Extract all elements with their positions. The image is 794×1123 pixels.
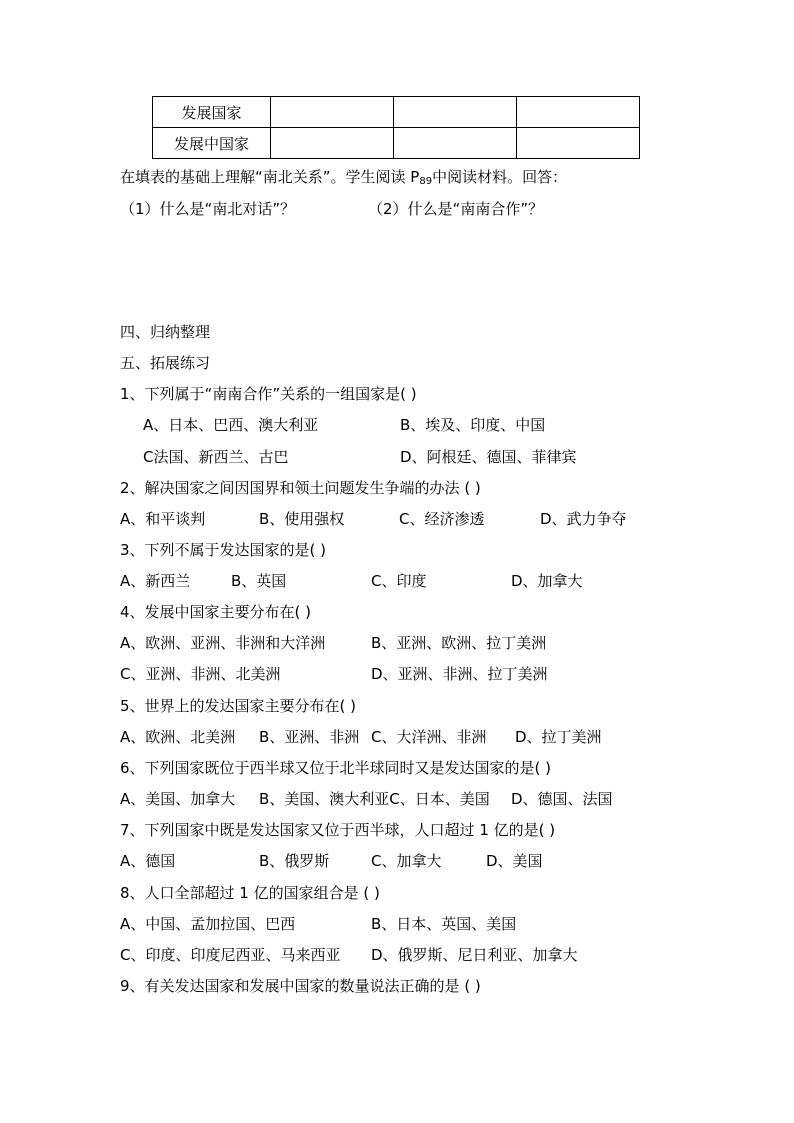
option-d: D、武力争夺	[540, 510, 627, 528]
question-stem: 3、下列不属于发达国家的是( )	[120, 541, 327, 559]
intro-instruction	[120, 167, 567, 192]
fill-in-table	[152, 96, 640, 159]
option-a: A、新西兰	[120, 572, 191, 590]
question-stem: 7、下列国家中既是发达国家又位于西半球，人口超过 1 亿的是( )	[120, 821, 556, 839]
option-b: B、英国	[231, 572, 287, 590]
table-cell	[271, 128, 394, 159]
option-a: A、欧洲、亚洲、非洲和大洋洲	[120, 634, 326, 652]
question-nannan-cooperation: （2）什么是“南南合作”？	[368, 200, 544, 218]
option-b-c: B、美国、澳大利亚C、日本、美国	[259, 790, 490, 808]
option-d: D、德国、法国	[511, 790, 613, 808]
option-a: A、和平谈判	[120, 510, 206, 528]
table-cell	[517, 128, 640, 159]
question-stem: 1、下列属于“南南合作”关系的一组国家是( )	[120, 385, 417, 403]
table-row	[153, 128, 640, 159]
question-stem: 2、解决国家之间因国界和领土问题发生争端的办法 ( )	[120, 479, 481, 497]
question-stem: 5、世界上的发达国家主要分布在( )	[120, 697, 357, 715]
option-c: C、经济渗透	[399, 510, 485, 528]
question-nanbei-dialogue: （1）什么是“南北对话”？	[120, 200, 296, 218]
question-stem: 4、发展中国家主要分布在( )	[120, 603, 312, 621]
option-c: C法国、新西兰、古巴	[143, 448, 289, 466]
option-b: B、使用强权	[259, 510, 345, 528]
option-d: D、拉丁美洲	[515, 728, 602, 746]
option-c: C、印度	[371, 572, 427, 590]
option-d: D、亚洲、非洲、拉丁美洲	[371, 665, 548, 683]
option-c: C、亚洲、非洲、北美洲	[120, 665, 281, 683]
page-number-subscript: 89	[419, 176, 433, 187]
option-b: B、埃及、印度、中国	[400, 416, 546, 434]
option-a: A、德国	[120, 852, 176, 870]
table-cell	[517, 97, 640, 128]
option-d: D、美国	[486, 852, 543, 870]
option-d: D、加拿大	[511, 572, 583, 590]
option-b: B、亚洲、非洲	[259, 728, 360, 746]
option-a: A、日本、巴西、澳大利亚	[143, 416, 319, 434]
table-cell	[394, 97, 517, 128]
question-stem: 8、人口全部超过 1 亿的国家组合是 ( )	[120, 884, 380, 902]
table-row-label: 发展中国家	[153, 128, 271, 159]
question-stem: 9、有关发达国家和发展中国家的数量说法正确的是 ( )	[120, 977, 481, 995]
option-a: A、美国、加拿大	[120, 790, 236, 808]
table-row	[153, 97, 640, 128]
option-c: C、加拿大	[371, 852, 442, 870]
option-d: D、阿根廷、德国、菲律宾	[400, 448, 577, 466]
option-b: B、俄罗斯	[259, 852, 330, 870]
option-c: C、大洋洲、非洲	[371, 728, 487, 746]
option-b: B、日本、英国、美国	[371, 915, 517, 933]
section-heading-summary: 四、归纳整理	[120, 323, 211, 341]
intro-text-end: 中阅读材料。回答：	[432, 168, 568, 186]
option-b: B、亚洲、欧洲、拉丁美洲	[371, 634, 547, 652]
table-row-label: 发展国家	[153, 97, 271, 128]
question-stem: 6、下列国家既位于西半球又位于北半球同时又是发达国家的是( )	[120, 759, 552, 777]
intro-text: 在填表的基础上理解“南北关系”。学生阅读 P	[120, 168, 420, 186]
option-d: D、俄罗斯、尼日利亚、加拿大	[371, 946, 578, 964]
section-heading-practice: 五、拓展练习	[120, 354, 211, 372]
option-a: A、中国、孟加拉国、巴西	[120, 915, 296, 933]
option-c: C、印度、印度尼西亚、马来西亚	[120, 946, 341, 964]
table-cell	[271, 97, 394, 128]
table-cell	[394, 128, 517, 159]
option-a: A、欧洲、北美洲	[120, 728, 236, 746]
